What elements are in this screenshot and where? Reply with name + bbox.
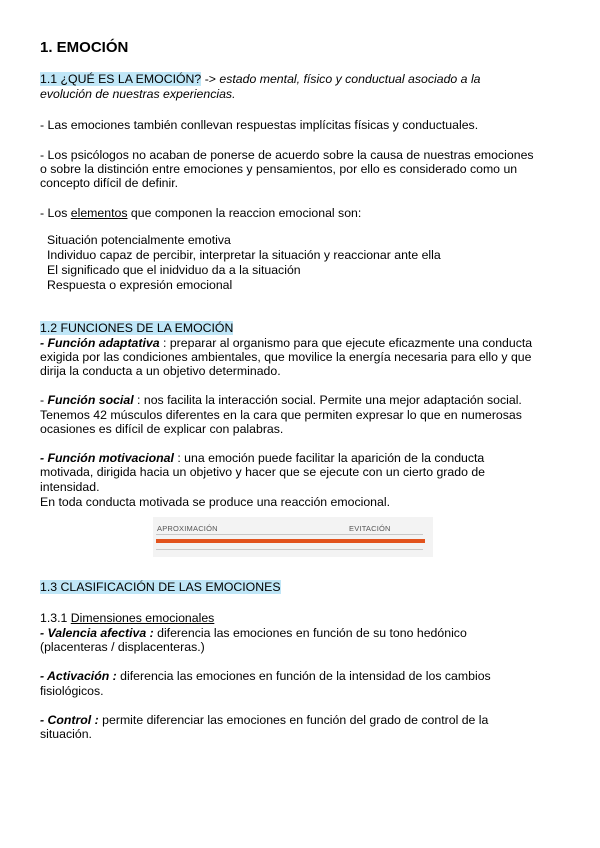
valencia-l1 bbox=[40, 626, 564, 641]
scale-label-aproximacion: APROXIMACIÓN bbox=[157, 524, 218, 533]
page-title: 1. EMOCIÓN bbox=[40, 39, 129, 56]
paragraph-psicologos-l3: concepto difícil de definir. bbox=[40, 176, 179, 190]
scale-bar bbox=[156, 539, 425, 543]
subsection-title: Dimensiones emocionales bbox=[70, 611, 215, 625]
elementos-underlined: elementos bbox=[70, 206, 128, 220]
funcion-motivacional-term: - Función motivacional bbox=[40, 451, 174, 465]
definition-text-1: estado mental, físico y conductual asociado a la bbox=[219, 72, 481, 86]
funcion-adaptativa-l2: exigida por las condiciones ambientales, que movilice la energía necesaria para ello y que bbox=[40, 350, 532, 364]
section-1-2-heading-line bbox=[40, 321, 564, 336]
elementos-prefix: - Los bbox=[40, 206, 71, 220]
valencia-text: diferencia las emociones en función de su tono hedónico bbox=[153, 626, 467, 640]
list-item: Situación potencialmente emotiva bbox=[47, 233, 231, 247]
control-text: permite diferenciar las emociones en función del grado de control de la bbox=[98, 713, 489, 727]
scale-divider-bottom bbox=[156, 549, 423, 550]
activacion-text: diferencia las emociones en función de la intensidad de los cambios bbox=[116, 669, 491, 683]
list-item: El significado que el inidviduo da a la situación bbox=[47, 263, 301, 277]
funcion-motivacional-l3: intensidad. bbox=[40, 480, 100, 494]
funcion-social-term: Función social bbox=[47, 393, 134, 407]
funcion-social-dash: - bbox=[40, 393, 48, 407]
funcion-motivacional-l1 bbox=[40, 451, 564, 466]
section-1-3-heading: 1.3 CLASIFICACIÓN DE LAS EMOCIONES bbox=[40, 580, 281, 594]
funcion-adaptativa-l3: dirija la conducta a un objetivo determinado. bbox=[40, 364, 281, 378]
section-1-1-definition-line1 bbox=[40, 72, 564, 87]
valencia-term: - Valencia afectiva : bbox=[40, 626, 154, 640]
control-l2: situación. bbox=[40, 727, 92, 741]
scale-label-evitacion: EVITACIÓN bbox=[349, 524, 391, 533]
activacion-term: - Activación : bbox=[40, 669, 117, 683]
activacion-l2: fisiológicos. bbox=[40, 684, 104, 698]
funcion-adaptativa-text: : preparar al organismo para que ejecute eficazmente una conducta bbox=[159, 336, 533, 350]
funcion-social-l3: ocasiones es difícil de explicar con palabras. bbox=[40, 422, 284, 436]
subsection-1-3-1 bbox=[40, 611, 564, 626]
paragraph-elementos bbox=[40, 206, 564, 221]
section-1-2-heading: 1.2 FUNCIONES DE LA EMOCIÓN bbox=[40, 321, 234, 335]
control-l1 bbox=[40, 713, 564, 728]
funcion-social-l2: Tenemos 42 músculos diferentes en la cara que permiten expresar lo que en numerosas bbox=[40, 408, 522, 422]
funcion-social-text: : nos facilita la interacción social. Permite una mejor adaptación social. bbox=[133, 393, 522, 407]
funcion-social-l1 bbox=[40, 393, 564, 408]
valencia-l2: (placenteras / displacenteras.) bbox=[40, 640, 205, 654]
subsection-number: 1.3.1 bbox=[40, 611, 71, 625]
section-1-1-heading: 1.1 ¿QUÉ ES LA EMOCIÓN? bbox=[40, 72, 202, 86]
elementos-suffix: que componen la reaccion emocional son: bbox=[127, 206, 362, 220]
section-1-3-heading-line bbox=[40, 580, 564, 595]
funcion-motivacional-l4: En toda conducta motivada se produce una reacción emocional. bbox=[40, 495, 390, 509]
list-item: Respuesta o expresión emocional bbox=[47, 278, 233, 292]
paragraph-psicologos-l2: o sobre la distinción entre emociones y pensamientos, por ello es considerado como un bbox=[40, 162, 518, 176]
funcion-motivacional-l2: motivada, dirigida hacia un objetivo y hacer que se ejecute con un cierto grado de bbox=[40, 465, 486, 479]
activacion-l1 bbox=[40, 669, 564, 684]
funcion-adaptativa-l1 bbox=[40, 336, 564, 351]
definition-text-2: evolución de nuestras experiencias. bbox=[40, 87, 236, 101]
aproximacion-evitacion-scale bbox=[153, 517, 433, 557]
funcion-adaptativa-term: - Función adaptativa bbox=[40, 336, 160, 350]
arrow-text: -> bbox=[201, 72, 220, 86]
paragraph-psicologos-l1: - Los psicólogos no acaban de ponerse de acuerdo sobre la causa de nuestras emociones bbox=[40, 148, 534, 162]
control-term: - Control : bbox=[40, 713, 99, 727]
funcion-motivacional-text: : una emoción puede facilitar la aparición de la conducta bbox=[173, 451, 485, 465]
paragraph-respuestas: - Las emociones también conllevan respuestas implícitas físicas y conductuales. bbox=[40, 118, 479, 132]
scale-divider-top bbox=[156, 534, 423, 535]
list-item: Individuo capaz de percibir, interpretar la situación y reaccionar ante ella bbox=[47, 248, 441, 262]
